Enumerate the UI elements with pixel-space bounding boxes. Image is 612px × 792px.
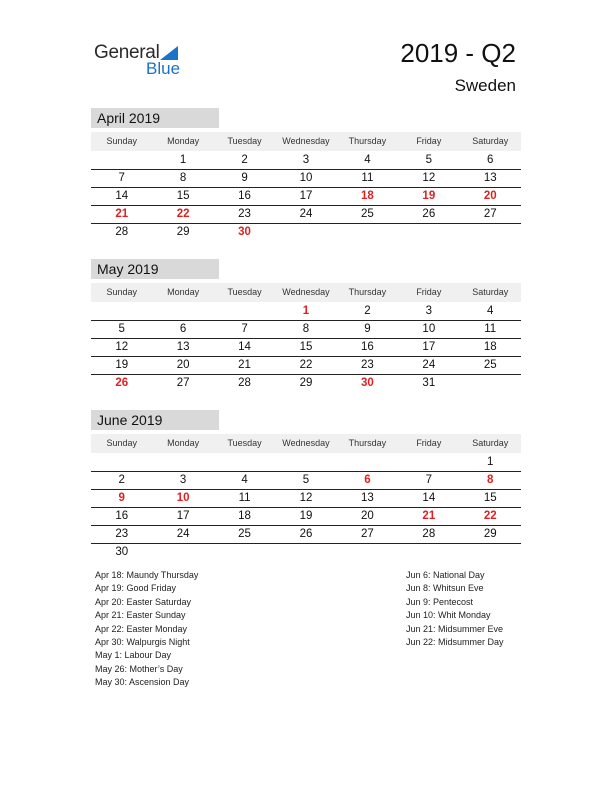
day-cell: 16 bbox=[115, 510, 129, 522]
day-cell: 8 bbox=[487, 474, 494, 486]
day-cell bbox=[214, 303, 275, 320]
day-cell: 10 bbox=[299, 172, 313, 184]
week-row bbox=[91, 490, 521, 508]
holiday-item: Apr 20: Easter Saturday bbox=[95, 596, 192, 607]
day-cell: 15 bbox=[483, 492, 497, 504]
day-cell: 5 bbox=[118, 323, 125, 335]
day-cell: 4 bbox=[364, 154, 371, 166]
week-row bbox=[91, 152, 521, 170]
week-row bbox=[91, 508, 521, 526]
day-cell: 13 bbox=[361, 492, 374, 504]
day-cell: 20 bbox=[361, 510, 374, 522]
day-cell: 13 bbox=[483, 172, 497, 184]
day-cell: 30 bbox=[361, 377, 374, 389]
day-cell: 28 bbox=[115, 226, 129, 238]
holiday-item: May 30: Ascension Day bbox=[95, 677, 190, 688]
weekday-header bbox=[91, 283, 521, 303]
week-row bbox=[91, 224, 521, 241]
day-cell bbox=[91, 152, 152, 169]
logo-general-text: General bbox=[94, 42, 160, 63]
day-cell: 23 bbox=[238, 208, 251, 220]
day-cell bbox=[460, 224, 521, 241]
day-cell: 27 bbox=[176, 377, 190, 389]
holiday-item: Jun 9: Pentecost bbox=[406, 596, 474, 607]
month-june bbox=[91, 410, 521, 561]
day-cell: 22 bbox=[299, 359, 313, 371]
day-cell: 5 bbox=[425, 154, 433, 166]
holiday-item: Apr 22: Easter Monday bbox=[95, 623, 188, 634]
day-cell: 20 bbox=[176, 359, 190, 371]
weekday-label: Sunday bbox=[106, 438, 137, 448]
day-cell: 7 bbox=[241, 323, 248, 335]
day-cell bbox=[152, 454, 213, 471]
weekday-label: Tuesday bbox=[227, 438, 262, 448]
day-cell: 3 bbox=[302, 154, 310, 166]
day-cell: 24 bbox=[422, 359, 436, 371]
weekday-label: Thursday bbox=[348, 287, 387, 297]
day-cell: 26 bbox=[115, 377, 129, 389]
day-cell: 23 bbox=[115, 528, 129, 540]
holiday-item: May 26: Mother’s Day bbox=[95, 663, 183, 674]
week-row bbox=[91, 357, 521, 375]
weekday-label: Saturday bbox=[472, 438, 509, 448]
day-cell bbox=[152, 303, 213, 320]
weekday-label: Saturday bbox=[472, 287, 509, 297]
day-cell: 3 bbox=[425, 305, 433, 317]
month-may bbox=[91, 259, 521, 392]
week-row bbox=[91, 339, 521, 357]
day-cell: 11 bbox=[361, 172, 374, 184]
holiday-item: Jun 6: National Day bbox=[406, 570, 485, 580]
day-cell: 12 bbox=[299, 492, 313, 504]
day-cell: 19 bbox=[299, 510, 313, 522]
holiday-list-right bbox=[406, 569, 504, 649]
week-row bbox=[91, 188, 521, 206]
day-cell bbox=[214, 544, 275, 561]
day-cell: 4 bbox=[241, 474, 248, 486]
day-cell bbox=[398, 224, 459, 241]
day-cell: 17 bbox=[176, 510, 190, 522]
day-cell: 25 bbox=[361, 208, 374, 220]
day-cell: 19 bbox=[115, 359, 129, 371]
day-cell bbox=[337, 454, 398, 471]
day-cell: 7 bbox=[425, 474, 433, 486]
day-cell bbox=[214, 454, 275, 471]
day-cell: 4 bbox=[487, 305, 494, 317]
weekday-label: Friday bbox=[416, 287, 442, 297]
day-cell: 10 bbox=[176, 492, 190, 504]
day-cell: 26 bbox=[299, 528, 313, 540]
day-cell: 16 bbox=[361, 341, 374, 353]
week-row bbox=[91, 454, 521, 472]
day-cell bbox=[91, 303, 152, 320]
day-cell bbox=[91, 454, 152, 471]
week-row bbox=[91, 472, 521, 490]
page-title: 2019 - Q2 bbox=[400, 38, 516, 68]
weekday-label: Wednesday bbox=[282, 287, 330, 297]
month-april bbox=[91, 108, 521, 241]
day-cell: 30 bbox=[115, 546, 129, 558]
weekday-label: Tuesday bbox=[227, 287, 262, 297]
day-cell: 22 bbox=[176, 208, 190, 220]
day-cell: 6 bbox=[364, 474, 371, 486]
logo-blue-text: Blue bbox=[146, 59, 181, 78]
month-label: April 2019 bbox=[91, 108, 219, 128]
day-cell: 11 bbox=[484, 323, 497, 335]
day-cell: 2 bbox=[364, 305, 371, 317]
day-cell: 11 bbox=[238, 492, 251, 504]
day-cell: 29 bbox=[176, 226, 190, 238]
weekday-label: Wednesday bbox=[282, 136, 330, 146]
day-cell: 30 bbox=[238, 226, 251, 238]
day-cell: 29 bbox=[483, 528, 497, 540]
day-cell: 14 bbox=[115, 190, 129, 202]
day-cell: 1 bbox=[302, 305, 310, 317]
day-cell: 29 bbox=[299, 377, 313, 389]
day-cell bbox=[337, 224, 398, 241]
week-row bbox=[91, 170, 521, 188]
day-cell: 18 bbox=[483, 341, 497, 353]
day-cell: 8 bbox=[179, 172, 187, 184]
weekday-label: Saturday bbox=[472, 136, 509, 146]
holiday-item: Apr 21: Easter Sunday bbox=[95, 610, 186, 621]
holiday-item: May 1: Labour Day bbox=[95, 650, 172, 661]
day-cell: 31 bbox=[422, 377, 436, 389]
day-cell: 9 bbox=[118, 492, 125, 504]
day-cell: 12 bbox=[422, 172, 436, 184]
weekday-label: Monday bbox=[167, 136, 200, 146]
holiday-item: Jun 8: Whitsun Eve bbox=[406, 583, 484, 594]
holiday-item: Jun 22: Midsummer Day bbox=[406, 637, 504, 648]
day-cell bbox=[152, 544, 213, 561]
logo bbox=[94, 42, 204, 80]
day-cell: 6 bbox=[179, 323, 187, 335]
day-cell: 12 bbox=[115, 341, 129, 353]
logo-triangle-icon bbox=[160, 46, 178, 60]
day-cell bbox=[460, 375, 521, 392]
day-cell bbox=[398, 454, 459, 471]
month-label: June 2019 bbox=[91, 410, 219, 430]
holiday-item: Apr 18: Maundy Thursday bbox=[95, 570, 199, 580]
day-cell: 13 bbox=[176, 341, 190, 353]
day-cell: 20 bbox=[483, 190, 497, 202]
weekday-header bbox=[91, 132, 521, 152]
weekday-label: Sunday bbox=[106, 287, 137, 297]
week-row bbox=[91, 526, 521, 544]
day-cell: 17 bbox=[299, 190, 313, 202]
day-cell bbox=[275, 454, 336, 471]
day-cell: 3 bbox=[179, 474, 187, 486]
week-row bbox=[91, 206, 521, 224]
day-cell: 14 bbox=[422, 492, 436, 504]
weekday-label: Wednesday bbox=[282, 438, 330, 448]
day-cell bbox=[275, 544, 336, 561]
week-row bbox=[91, 303, 521, 321]
day-cell: 14 bbox=[238, 341, 251, 353]
day-cell: 22 bbox=[483, 510, 497, 522]
day-cell: 28 bbox=[238, 377, 251, 389]
day-cell: 2 bbox=[241, 154, 248, 166]
day-cell: 19 bbox=[422, 190, 436, 202]
day-cell: 28 bbox=[422, 528, 436, 540]
day-cell: 15 bbox=[299, 341, 313, 353]
day-cell bbox=[337, 544, 398, 561]
week-row bbox=[91, 375, 521, 392]
day-cell: 23 bbox=[361, 359, 374, 371]
day-cell: 18 bbox=[238, 510, 251, 522]
weekday-label: Sunday bbox=[106, 136, 137, 146]
weekday-label: Monday bbox=[167, 287, 200, 297]
weekday-label: Friday bbox=[416, 136, 442, 146]
day-cell: 5 bbox=[302, 474, 310, 486]
day-cell: 24 bbox=[176, 528, 190, 540]
day-cell bbox=[398, 544, 459, 561]
day-cell: 27 bbox=[483, 208, 497, 220]
day-cell bbox=[460, 544, 521, 561]
day-cell: 21 bbox=[422, 510, 436, 522]
holiday-item: Apr 30: Walpurgis Night bbox=[95, 637, 190, 648]
day-cell: 1 bbox=[487, 456, 494, 468]
weekday-label: Friday bbox=[416, 438, 442, 448]
month-label: May 2019 bbox=[91, 259, 219, 279]
day-cell: 17 bbox=[422, 341, 436, 353]
weekday-label: Monday bbox=[167, 438, 200, 448]
day-cell: 21 bbox=[115, 208, 129, 220]
weekday-label: Thursday bbox=[348, 136, 387, 146]
day-cell: 18 bbox=[361, 190, 374, 202]
day-cell: 21 bbox=[238, 359, 251, 371]
day-cell: 9 bbox=[241, 172, 248, 184]
day-cell: 25 bbox=[483, 359, 497, 371]
day-cell: 8 bbox=[302, 323, 310, 335]
day-cell: 15 bbox=[176, 190, 190, 202]
country-name: Sweden bbox=[454, 76, 516, 95]
day-cell: 9 bbox=[364, 323, 371, 335]
day-cell: 27 bbox=[361, 528, 374, 540]
day-cell: 24 bbox=[299, 208, 313, 220]
week-row bbox=[91, 544, 521, 561]
day-cell bbox=[275, 224, 336, 241]
weekday-header bbox=[91, 434, 521, 454]
holiday-item: Apr 19: Good Friday bbox=[95, 583, 177, 594]
day-cell: 6 bbox=[487, 154, 494, 166]
weekday-label: Tuesday bbox=[227, 136, 262, 146]
day-cell: 16 bbox=[238, 190, 251, 202]
day-cell: 26 bbox=[422, 208, 436, 220]
weekday-label: Thursday bbox=[348, 438, 387, 448]
holiday-list-left bbox=[95, 569, 198, 690]
day-cell: 25 bbox=[238, 528, 251, 540]
holiday-item: Jun 21: Midsummer Eve bbox=[406, 623, 504, 634]
day-cell: 7 bbox=[118, 172, 125, 184]
day-cell: 1 bbox=[179, 154, 187, 166]
day-cell: 2 bbox=[118, 474, 125, 486]
day-cell: 10 bbox=[422, 323, 436, 335]
holiday-item: Jun 10: Whit Monday bbox=[406, 610, 491, 621]
week-row bbox=[91, 321, 521, 339]
